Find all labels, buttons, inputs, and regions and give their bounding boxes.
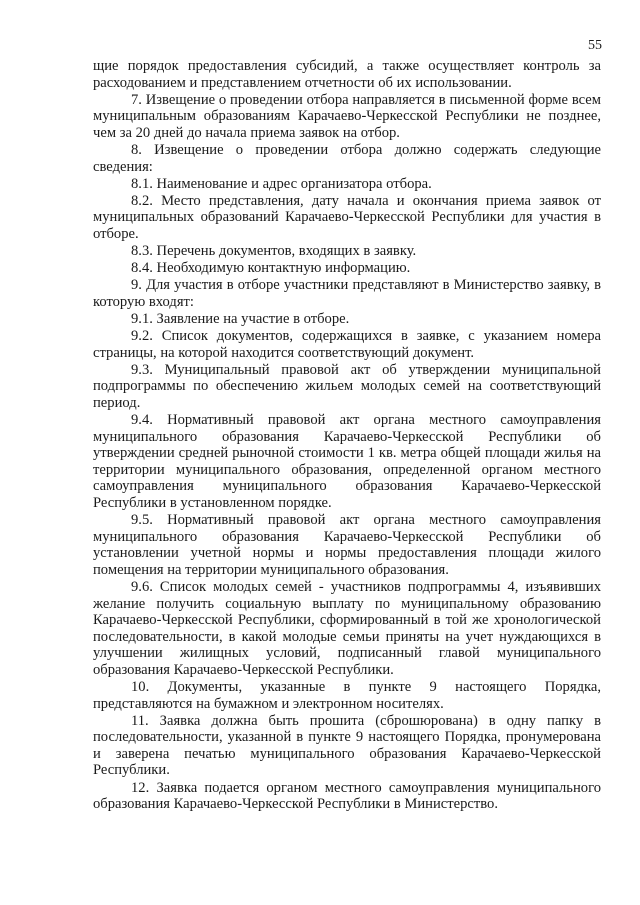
- paragraph-8-1: 8.1. Наименование и адрес организатора отбора.: [131, 175, 432, 192]
- page-number: 55: [588, 38, 602, 53]
- paragraph-9-5: 9.5. Нормативный правовой акт органа местного самоуправления муниципального образования Карачаево-Черкесской Республики об установлении учетной нормы и нормы предоставления площади жилого помещения на территории муниципального образования.: [93, 512, 601, 578]
- paragraph-9-2: 9.2. Список документов, содержащихся в заявке, с указанием номера страницы, на которой находится соответствующий документ.: [93, 328, 601, 361]
- paragraph-continuation: щие порядок предоставления субсидий, а также осуществляет контроль за расходованием и представлением отчетности об их использовании.: [93, 58, 601, 91]
- paragraph-10: 10. Документы, указанные в пункте 9 настоящего Порядка, представляются на бумажном и электронном носителях.: [93, 678, 601, 712]
- paragraph-9-6: 9.6. Список молодых семей - участников подпрограммы 4, изъявивших желание получить социальную выплату по муниципальному образованию Карачаево-Черкесской Республики, сформированный в той же хронологической последовательности, в какой молодые семьи приняты на учет нуждающихся в улучшении жилищных условий, подписанный главой муниципального образования Карачаево-Черкесской Республики.: [93, 578, 601, 678]
- paragraph-7: 7. Извещение о проведении отбора направляется в письменной форме всем муниципальным образованиям Карачаево-Черкесской Республики не позднее, чем за 20 дней до начала приема заявок на отбор.: [93, 91, 601, 141]
- paragraph-8-3: 8.3. Перечень документов, входящих в заявку.: [131, 243, 417, 260]
- paragraph-9-4: 9.4. Нормативный правовой акт органа местного самоуправления муниципального образования Карачаево-Черкесской Республики об утверждении средней рыночной стоимости 1 кв. метра общей площади жилья на территории муниципального образования, определенной органом местного самоуправления муниципального образования Карачаево-Черкесской Республики в установленном порядке.: [93, 411, 601, 511]
- paragraph-12: 12. Заявка подается органом местного самоуправления муниципального образования Карачаево-Черкесской Республики в Министерство.: [93, 779, 601, 813]
- paragraph-8: 8. Извещение о проведении отбора должно содержать следующие сведения:: [93, 141, 601, 175]
- paragraph-11: 11. Заявка должна быть прошита (сброшюрована) в одну папку в последовательности, указанной в пункте 9 настоящего Порядка, пронумерована и заверена печатью муниципального образования Карачаево-Черкесской Республики.: [93, 712, 601, 779]
- paragraph-8-4: 8.4. Необходимую контактную информацию.: [131, 260, 411, 277]
- document-body: [93, 58, 601, 813]
- paragraph-9: 9. Для участия в отборе участники представляют в Министерство заявку, в которую входят:: [93, 277, 601, 310]
- paragraph-8-2: 8.2. Место представления, дату начала и окончания приема заявок от муниципальных образований Карачаево-Черкесской Республики для участия в отборе.: [93, 192, 601, 242]
- paragraph-9-1: 9.1. Заявление на участие в отборе.: [131, 310, 350, 327]
- paragraph-9-3: 9.3. Муниципальный правовой акт об утверждении муниципальной подпрограммы по обеспечению жильем молодых семей на соответствующий период.: [93, 361, 601, 411]
